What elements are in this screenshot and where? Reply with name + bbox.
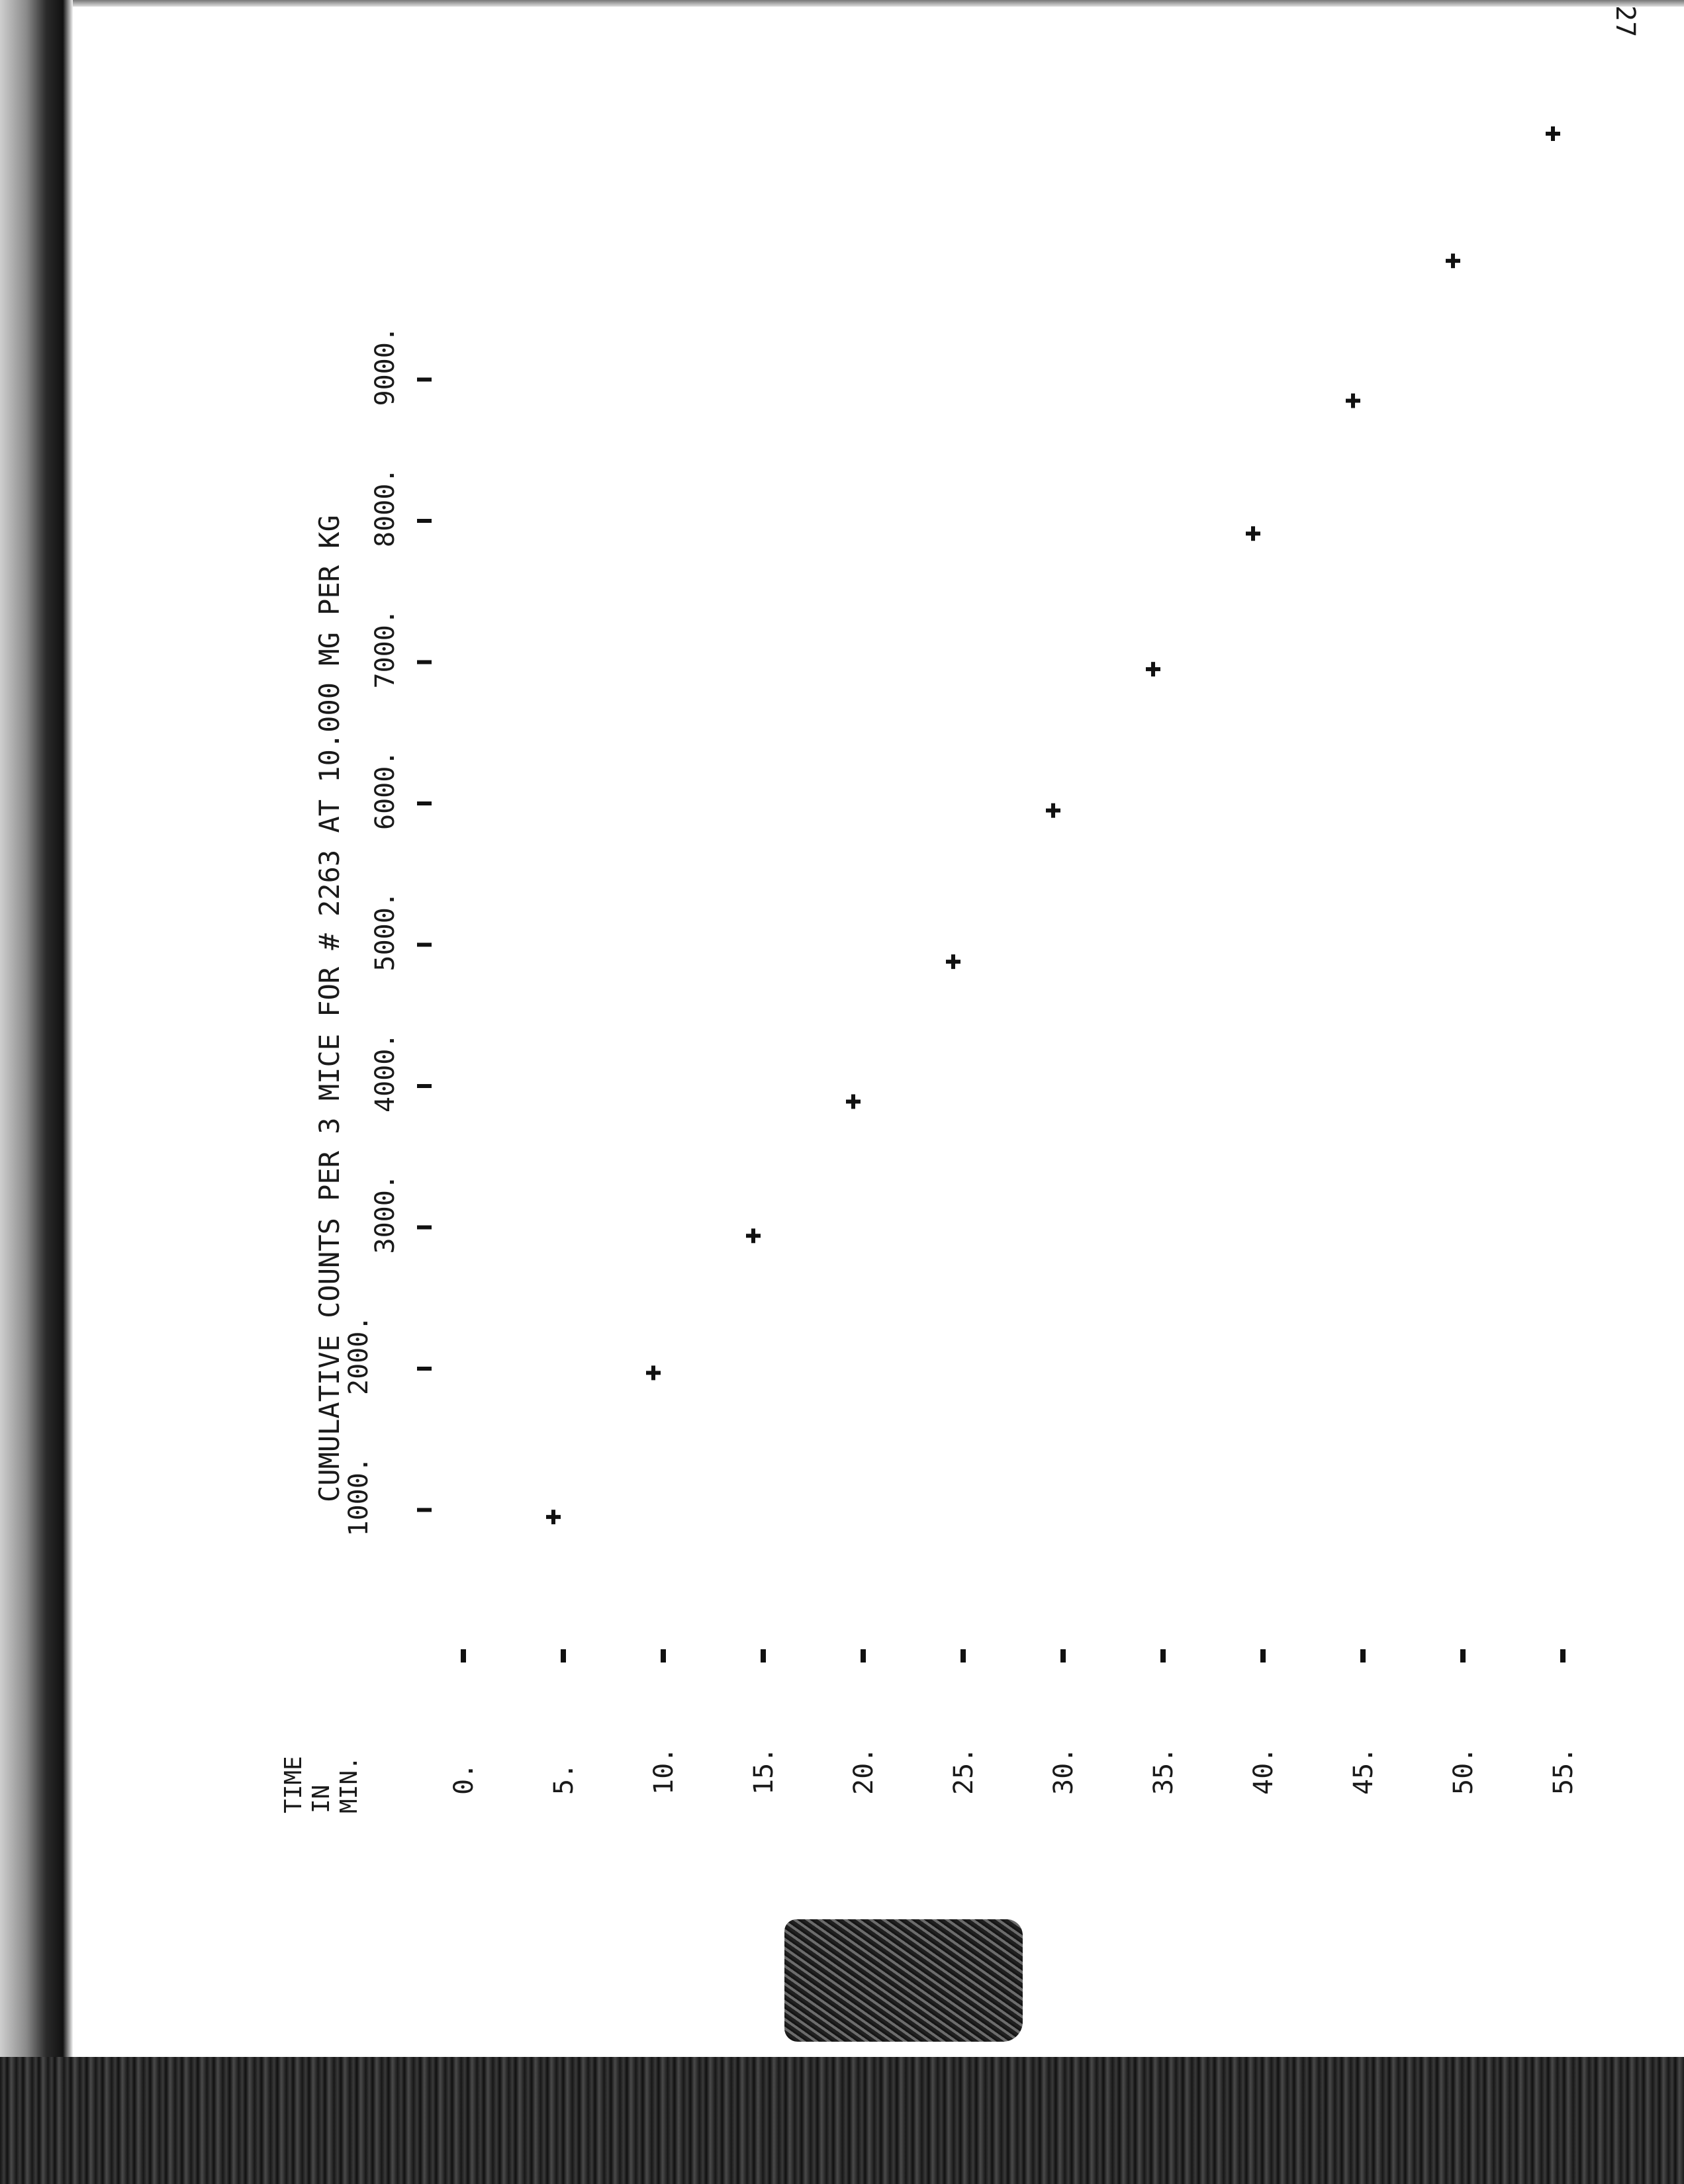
data-point (546, 1510, 561, 1524)
data-point (1246, 526, 1260, 541)
x-tick-label: 45. (1348, 1747, 1379, 1795)
x-tick-label: 35. (1148, 1747, 1179, 1795)
x-tick-label: 40. (1248, 1747, 1279, 1795)
data-point (746, 1228, 761, 1243)
data-point (646, 1365, 661, 1380)
chart-title-text: CUMULATIVE COUNTS PER 3 MICE FOR # 2263 AT 10.000 MG PER KG (313, 515, 346, 1502)
x-tick-label: 30. (1049, 1747, 1079, 1795)
x-axis-label-line: TIME (280, 1756, 307, 1813)
x-axis-label-line: IN (308, 1784, 335, 1813)
data-point (946, 954, 960, 969)
x-axis-label-line: MIN. (336, 1756, 363, 1813)
x-tick-label: 25. (949, 1747, 979, 1795)
x-tick-label: 55. (1548, 1747, 1579, 1795)
y-axis-ticks (344, 326, 432, 1536)
y-tick-label: 5000. (370, 891, 400, 972)
data-point (1546, 126, 1560, 141)
y-tick-label: 8000. (370, 467, 400, 547)
y-tick-label: 3000. (370, 1174, 400, 1254)
data-point (1046, 803, 1060, 818)
x-tick-label: 5. (549, 1762, 579, 1795)
x-tick-label: 50. (1448, 1747, 1479, 1795)
data-point (846, 1094, 861, 1109)
y-tick-label: 1000. (344, 1457, 374, 1537)
x-axis-ticks (449, 1649, 1579, 1795)
x-tick-label: 20. (849, 1747, 879, 1795)
data-point (1346, 394, 1360, 408)
y-tick-label: 9000. (370, 326, 400, 406)
y-tick-label: 7000. (370, 609, 400, 689)
x-axis-label (280, 1756, 363, 1813)
x-tick-label: 15. (749, 1747, 779, 1795)
y-tick-label: 6000. (370, 750, 400, 830)
page-number: 27 (1610, 5, 1640, 38)
y-tick-label: 4000. (370, 1032, 400, 1113)
data-point (1446, 253, 1460, 268)
data-point (1146, 662, 1160, 676)
data-points (546, 126, 1560, 1524)
x-tick-label: 0. (449, 1762, 479, 1795)
chart-title (313, 515, 346, 1502)
x-tick-label: 10. (649, 1747, 679, 1795)
y-tick-label: 2000. (344, 1315, 374, 1395)
